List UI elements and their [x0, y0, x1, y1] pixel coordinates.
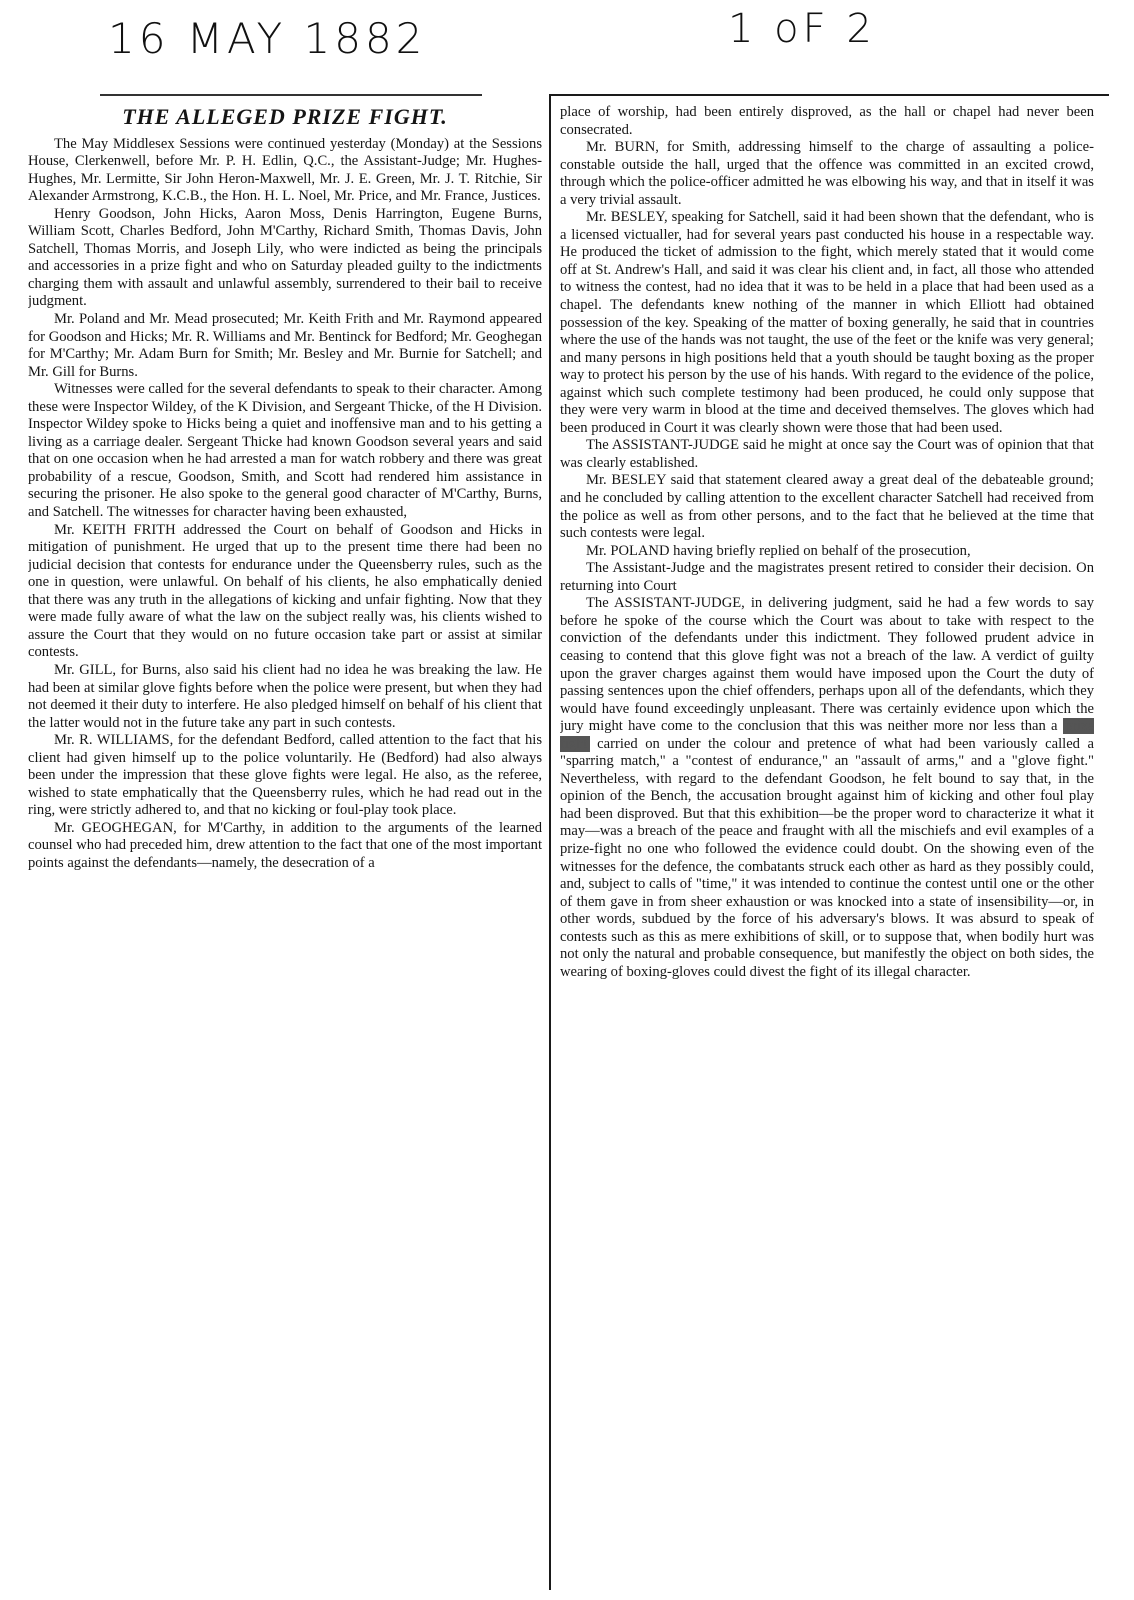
- obscured-text: prize fight: [560, 718, 1094, 752]
- paragraph: Mr. KEITH FRITH addressed the Court on behalf of Goodson and Hicks in mitigation of punishment. He urged that up to the present time there had been no judicial decision that contests for endurance under the Queensberry rules, such as the one in question, were unlawful. On behalf of his clients, he also emphatically denied that there was any truth in the allegations of kicking and unfair fighting. Now that they were made fully aware of what the law on the subject really was, his clients wished to assure the Court that they would on no future occasion take part or assist at similar contests.: [28, 521, 542, 661]
- paragraph: Mr. POLAND having briefly replied on behalf of the prosecution,: [586, 542, 971, 559]
- paragraph: Henry Goodson, John Hicks, Aaron Moss, Denis Harrington, Eugene Burns, William Scott, Charles Bedford, John M'Carthy, Richard Smith, Thomas Davis, John Satchell, Thomas Morris, and Joseph Lily, who were indicted as being the principals and accessories in a prize fight and who on Saturday pleaded guilty to the indictments charging them with assault and unlawful assembly, surrendered to their bail to receive judgment.: [28, 205, 542, 310]
- paragraph: Mr. R. WILLIAMS, for the defendant Bedford, called attention to the fact that his client had given himself up to the police voluntarily. He (Bedford) had also always been under the impression that these glove fights were legal. He also, as the referee, wished to state emphatically that the Queensberry rules, which he had read out in the ring, were strictly adhered to, and that no kicking or foul-play took place.: [28, 732, 542, 819]
- article-title: THE ALLEGED PRIZE FIGHT.: [122, 104, 448, 129]
- paragraph: The May Middlesex Sessions were continued yesterday (Monday) at the Sessions House, Clerkenwell, before Mr. P. H. Edlin, Q.C., the Assistant-Judge; Mr. Hughes-Hughes, Mr. Lermitte, Sir John Heron-Maxwell, Mr. J. E. Green, Mr. J. T. Ritchie, Sir Alexander Armstrong, K.C.B., the Hon. H. L. Noel, Mr. Price, and Mr. France, Justices.: [28, 135, 542, 205]
- paragraph: Mr. BURN, for Smith, addressing himself to the charge of assaulting a police-constable outside the hall, urged that the offence was committed in an excited crowd, through which the police-officer admitted he was elbowing his way, and that in itself it was a very trivial assault.: [560, 139, 1094, 208]
- paragraph-judgment: [560, 595, 1094, 981]
- judgment-text-b: carried on under the colour and pretence of what had been variously called a "sparring match," a "contest of endurance," an "assault of arms," and a "glove fight." Nevertheless, with regard to the defendant Goodson, he felt bound to say that, in the opinion of the Bench, the accusation brought against him of kicking and other foul play had been disproved. But that this exhibition—be the proper word to characterize it what it may—was a breach of the peace and fraught with all the mischiefs and evil examples of a prize-fight no one who followed the evidence could doubt. On the showing even of the witnesses for the defence, the combatants struck each other as hard as they possibly could, and, subject to calls of "time," it was intended to continue the contest until one or the other of them gave in from sheer exhaustion or was knocked into a state of insensibility—or, in other words, subdued by the force of his adversary's blows. It was absurd to speak of contests such as this as mere exhibitions of skill, or to suppose that, when bodily hurt was not only the natural and probable consequence, but manifestly the object on both sides, the wearing of boxing-gloves could divest the fight of its illegal character.: [560, 735, 1094, 980]
- title-rule: [100, 94, 482, 96]
- paragraph: Mr. Poland and Mr. Mead prosecuted; Mr. Keith Frith and Mr. Raymond appeared for Goodson and Hicks; Mr. R. Williams and Mr. Bentinck for Bedford; Mr. Geoghegan for M'Carthy; Mr. Adam Burn for Smith; Mr. Besley and Mr. Burnie for Satchell; and Mr. Gill for Burns.: [28, 311, 542, 380]
- column-divider: [549, 94, 551, 1590]
- paragraph: The Assistant-Judge and the magistrates present retired to consider their decision. On returning into Court: [560, 560, 1094, 594]
- paragraph: place of worship, had been entirely disproved, as the hall or chapel had never been consecrated.: [560, 104, 1094, 138]
- paragraph: Witnesses were called for the several defendants to speak to their character. Among these were Inspector Wildey, of the K Division, and Sergeant Thicke, of the H Division. Inspector Wildey spoke to Hicks being a quiet and inoffensive man and to his getting a living as a carriage dealer. Sergeant Thicke had known Goodson several years and said that on one occasion when he had arrested a man for watch robbery and there was great probability of a rescue, Goodson, Smith, and Scott had rendered him assistance in securing the prisoner. He also spoke to the general good character of M'Carthy, Burns, and Satchell. The witnesses for character having been exhausted,: [28, 381, 542, 521]
- paragraph: The ASSISTANT-JUDGE said he might at once say the Court was of opinion that that was clearly established.: [560, 437, 1094, 471]
- page-annotation: 1 oF 2: [728, 6, 876, 52]
- date-annotation: 16 MAY 1882: [108, 14, 427, 63]
- judgment-text-a: The ASSISTANT-JUDGE, in delivering judgment, said he had a few words to say before he spoke of the course which the Court was about to take with respect to the conviction of the defendants under this indictment. They followed prudent advice in ceasing to contend that this glove fight was not a breach of the law. A verdict of guilty upon the graver charges against them would have imposed upon the Court the duty of passing sentences upon the chief offenders, perhaps upon all of the defendants, which they would have found exceedingly unpleasant. There was certainly evidence upon which the jury might have come to the conclusion that this was neither more nor less than a: [560, 595, 1094, 735]
- article-column-left: [28, 98, 542, 1588]
- paragraph: Mr. GEOGHEGAN, for M'Carthy, in addition to the arguments of the learned counsel who had preceded him, drew attention to the fact that one of the most important points against the defendants—namely, the desecration of a: [28, 819, 542, 871]
- right-column-top-rule: [549, 94, 1109, 96]
- paragraph: Mr. BESLEY, speaking for Satchell, said it had been shown that the defendant, who is a licensed victualler, had for several years past conducted his house in a respectable way. He produced the ticket of admission to the fight, which merely stated that it would come off at St. Andrew's Hall, and said it was clear his client and, in fact, all those who attended to witness the contest, had no idea that it was to be held in a place that had been used as a chapel. The defendants knew nothing of the manner in which Elliott had obtained possession of the key. Speaking of the matter of boxing generally, he said that in countries where the use of the hands was not taught, the use of the feet or the knife was very general; and many persons in high positions held that a youth should be taught boxing as the proper way to protect his person by the use of his hands. With regard to the evidence of the police, against which such complete testimony had been produced, he could only suppose that they were very warm in blood at the time and deceived themselves. The gloves which had been produced in Court it was clearly shown were those that had been used.: [560, 209, 1094, 436]
- paragraph: Mr. BESLEY said that statement cleared away a great deal of the debateable ground; and he concluded by calling attention to the excellent character Satchell had received from the police as well as from other persons, and to the fact that he believed at the time that such contests were legal.: [560, 472, 1094, 542]
- article-column-right: [560, 104, 1094, 1599]
- paragraph: Mr. GILL, for Burns, also said his client had no idea he was breaking the law. He had been at similar glove fights before when the police were present, but when they had not deemed it their duty to interfere. He also pledged himself on behalf of his client that the latter would not in the future take any part in such contests.: [28, 661, 542, 731]
